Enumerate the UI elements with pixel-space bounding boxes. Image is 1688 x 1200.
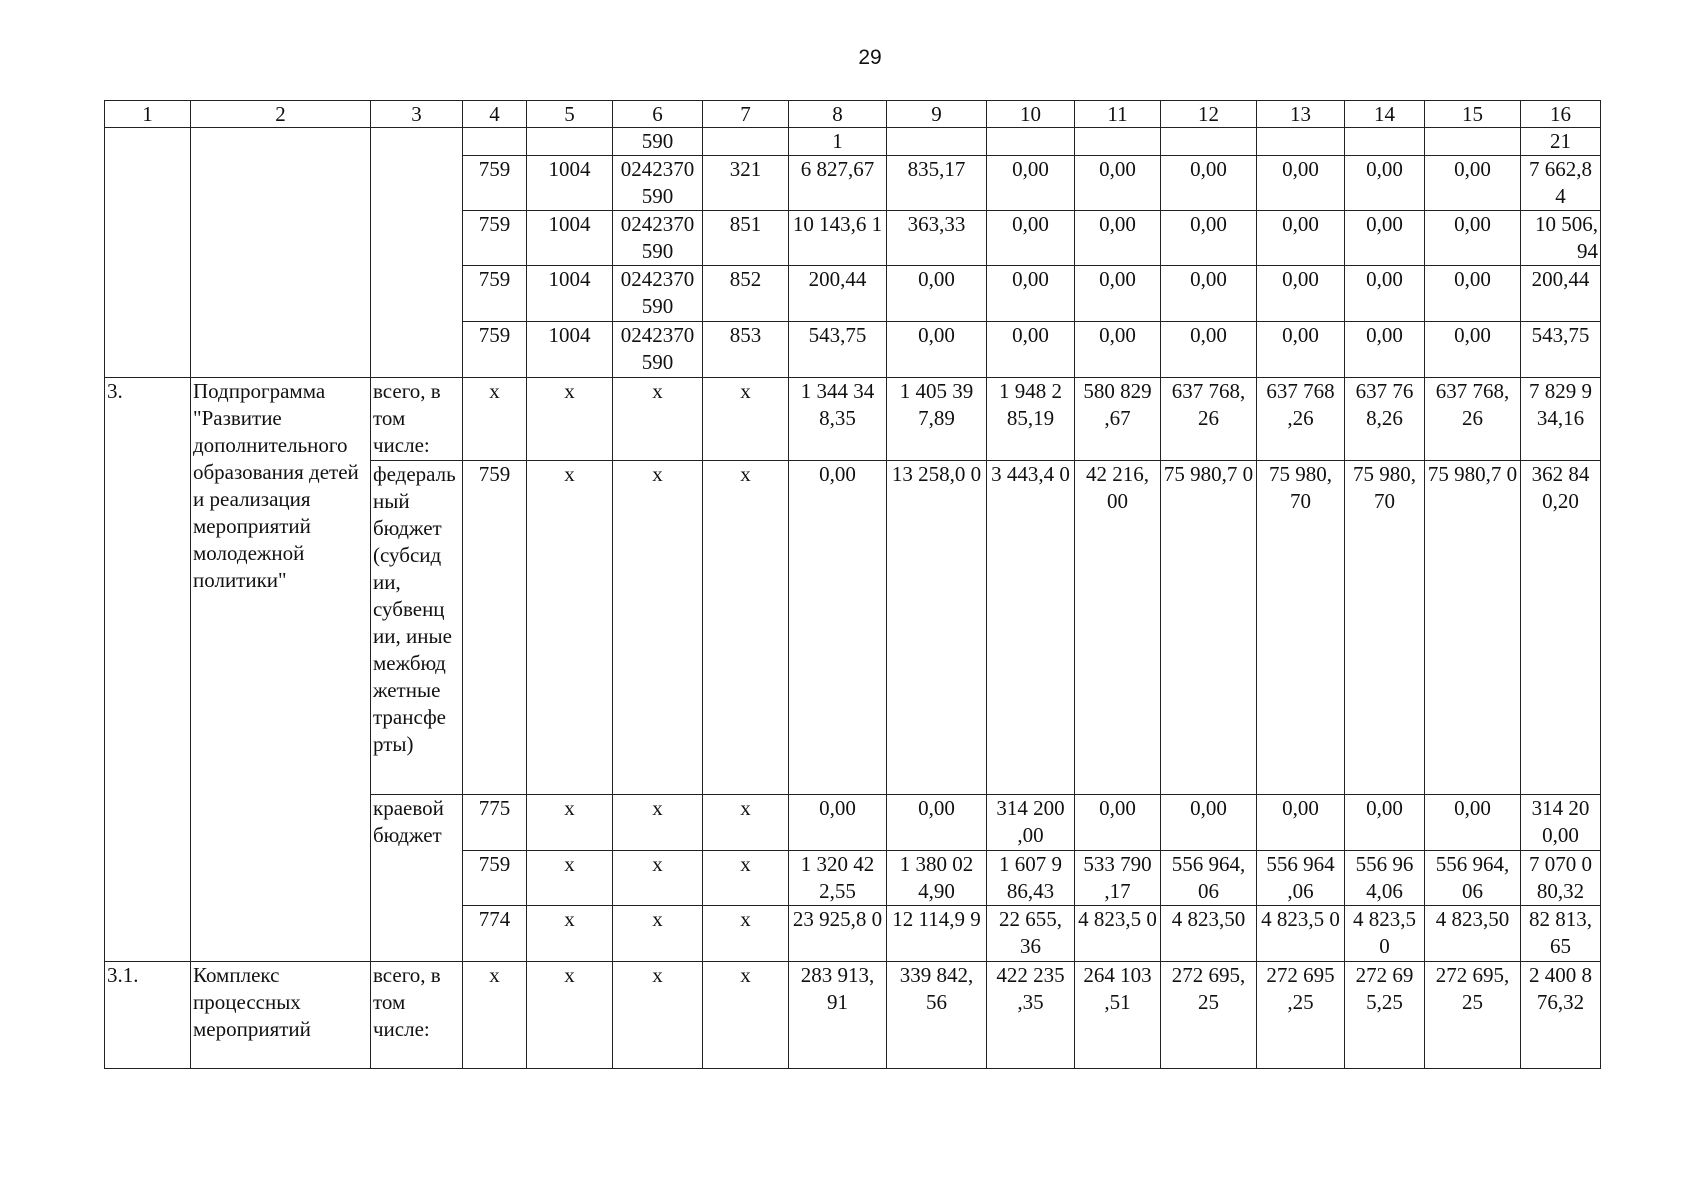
table-cell: 7 662,8 4: [1521, 156, 1601, 211]
table-cell: 7 070 0 80,32: [1521, 851, 1601, 906]
table-cell: [527, 128, 613, 156]
table-cell: 272 695, 25: [1161, 962, 1257, 1069]
header-cell: 15: [1425, 101, 1521, 128]
table-cell: 1 405 39 7,89: [887, 378, 987, 461]
table-cell: 0,00: [789, 795, 887, 851]
table-cell: Подпрограмма "Развитие дополнительного образования детей и реализация мероприятий молодежной политики": [191, 378, 371, 962]
table-row: [105, 962, 1601, 1069]
table-cell: 853: [703, 322, 789, 378]
table-cell: 22 655, 36: [987, 906, 1075, 962]
table-cell: 3.: [105, 378, 191, 962]
table-cell: х: [613, 962, 703, 1069]
table-cell: [1425, 128, 1521, 156]
table-cell: 0,00: [1345, 266, 1425, 322]
table-cell: 12 114,9 9: [887, 906, 987, 962]
table-cell: 3 443,4 0: [987, 461, 1075, 795]
table-cell: х: [703, 962, 789, 1069]
table-cell: 7 829 9 34,16: [1521, 378, 1601, 461]
table-row: [105, 378, 1601, 461]
table-cell: всего, в том числе:: [371, 962, 463, 1069]
table-cell: 363,33: [887, 211, 987, 266]
table-cell: Комплекс процессных мероприятий: [191, 962, 371, 1069]
table-cell: 580 829 ,67: [1075, 378, 1161, 461]
table-cell: 82 813, 65: [1521, 906, 1601, 962]
table-cell: 0242370 590: [613, 156, 703, 211]
table-cell: 21: [1521, 128, 1601, 156]
table-cell: 0,00: [1345, 795, 1425, 851]
table-cell: х: [527, 378, 613, 461]
table-cell: 0,00: [1161, 266, 1257, 322]
table-cell: [1257, 128, 1345, 156]
header-row: [105, 101, 1601, 128]
table-cell: 851: [703, 211, 789, 266]
table-cell: 0,00: [1257, 211, 1345, 266]
table-cell: х: [527, 906, 613, 962]
table-cell: 75 980,7 0: [1425, 461, 1521, 795]
table-cell: 759: [463, 156, 527, 211]
table-cell: 759: [463, 851, 527, 906]
table-cell: 0,00: [987, 211, 1075, 266]
table-cell: 1 948 2 85,19: [987, 378, 1075, 461]
table-cell: х: [613, 795, 703, 851]
header-cell: 7: [703, 101, 789, 128]
table-cell: 1 380 02 4,90: [887, 851, 987, 906]
header-cell: 9: [887, 101, 987, 128]
table-cell: 0,00: [1425, 322, 1521, 378]
table-cell: 264 103 ,51: [1075, 962, 1161, 1069]
table-cell: 75 980, 70: [1257, 461, 1345, 795]
table-cell: 0,00: [1345, 211, 1425, 266]
table-cell: 1 607 9 86,43: [987, 851, 1075, 906]
table-cell: 3.1.: [105, 962, 191, 1069]
table-cell: 0242370 590: [613, 266, 703, 322]
table-cell: 637 768, 26: [1425, 378, 1521, 461]
table-cell: 775: [463, 795, 527, 851]
header-cell: 13: [1257, 101, 1345, 128]
header-cell: 2: [191, 101, 371, 128]
table-row: [105, 128, 1601, 156]
table-cell: 774: [463, 906, 527, 962]
table-cell: [703, 128, 789, 156]
table-cell: 4 823,5 0: [1257, 906, 1345, 962]
table-cell: 637 768 ,26: [1257, 378, 1345, 461]
table-cell: 0,00: [1425, 156, 1521, 211]
table-cell: 272 69 5,25: [1345, 962, 1425, 1069]
table-cell: х: [527, 851, 613, 906]
header-cell: 3: [371, 101, 463, 128]
table-cell: 1004: [527, 266, 613, 322]
table-cell: [1161, 128, 1257, 156]
table-cell: 0,00: [1425, 211, 1521, 266]
table-cell: 0,00: [887, 266, 987, 322]
table-cell: 0,00: [1161, 156, 1257, 211]
table-cell: 759: [463, 322, 527, 378]
table-cell: 0,00: [887, 795, 987, 851]
table-cell: 0242370 590: [613, 211, 703, 266]
table-cell: 556 964 ,06: [1257, 851, 1345, 906]
table-cell: [1075, 128, 1161, 156]
table-cell: [463, 128, 527, 156]
table-cell: 759: [463, 211, 527, 266]
table-cell: 0,00: [1257, 156, 1345, 211]
table-cell: 13 258,0 0: [887, 461, 987, 795]
table-cell: 0,00: [1161, 322, 1257, 378]
table-cell: 4 823,50: [1161, 906, 1257, 962]
table-cell: 422 235 ,35: [987, 962, 1075, 1069]
table-cell: х: [703, 378, 789, 461]
table-cell: х: [703, 795, 789, 851]
table-cell: 75 980, 70: [1345, 461, 1425, 795]
table-cell: х: [527, 795, 613, 851]
table-cell: краевой бюджет: [371, 795, 463, 962]
header-cell: 16: [1521, 101, 1601, 128]
table-cell: 0,00: [1075, 156, 1161, 211]
budget-table: [104, 100, 1601, 1069]
header-cell: 6: [613, 101, 703, 128]
header-cell: 4: [463, 101, 527, 128]
table-cell: 200,44: [789, 266, 887, 322]
table-cell: 0,00: [1345, 156, 1425, 211]
table-cell: 0,00: [1425, 795, 1521, 851]
table-cell: 533 790 ,17: [1075, 851, 1161, 906]
table-cell: 0,00: [1075, 795, 1161, 851]
table-cell: 1: [789, 128, 887, 156]
table-cell: 2 400 8 76,32: [1521, 962, 1601, 1069]
table-cell: 200,44: [1521, 266, 1601, 322]
table-cell: х: [613, 906, 703, 962]
table-cell: х: [463, 378, 527, 461]
table-cell: [987, 128, 1075, 156]
table-cell: 0242370 590: [613, 322, 703, 378]
table-cell: 637 768, 26: [1161, 378, 1257, 461]
table-cell: 0,00: [1257, 322, 1345, 378]
table-cell: 543,75: [1521, 322, 1601, 378]
table-cell: 0,00: [1257, 266, 1345, 322]
table-cell: 23 925,8 0: [789, 906, 887, 962]
header-cell: 14: [1345, 101, 1425, 128]
table-cell: 362 84 0,20: [1521, 461, 1601, 795]
table-cell: 556 964, 06: [1161, 851, 1257, 906]
table-cell: х: [463, 962, 527, 1069]
table-cell: х: [613, 851, 703, 906]
table-cell: х: [527, 962, 613, 1069]
table-cell: 6 827,67: [789, 156, 887, 211]
table-cell: 852: [703, 266, 789, 322]
table-cell: 0,00: [1161, 795, 1257, 851]
table-cell: 0,00: [987, 266, 1075, 322]
header-cell: 5: [527, 101, 613, 128]
table-cell: 556 964, 06: [1425, 851, 1521, 906]
table-cell: 75 980,7 0: [1161, 461, 1257, 795]
header-cell: 1: [105, 101, 191, 128]
table-cell: [105, 128, 191, 378]
table-cell: х: [613, 461, 703, 795]
table-cell: х: [527, 461, 613, 795]
table-cell: 543,75: [789, 322, 887, 378]
table-cell: 1004: [527, 211, 613, 266]
table-cell: 314 200 ,00: [987, 795, 1075, 851]
table-cell: 0,00: [1257, 795, 1345, 851]
table-cell: [1345, 128, 1425, 156]
table-cell: 0,00: [987, 322, 1075, 378]
table-cell: 4 823,50: [1425, 906, 1521, 962]
table-cell: 1 320 42 2,55: [789, 851, 887, 906]
table-cell: 0,00: [789, 461, 887, 795]
table-cell: 10 506, 94: [1521, 211, 1601, 266]
table-cell: 4 823,5 0: [1075, 906, 1161, 962]
table-cell: 1 344 34 8,35: [789, 378, 887, 461]
table-cell: [371, 128, 463, 378]
table-cell: федераль ный бюджет (субсид ии, субвенц ии, иные межбюд жетные трансфе рты): [371, 461, 463, 795]
header-cell: 10: [987, 101, 1075, 128]
table-cell: [191, 128, 371, 378]
table-cell: 759: [463, 461, 527, 795]
table-cell: 0,00: [1425, 266, 1521, 322]
table-cell: 556 96 4,06: [1345, 851, 1425, 906]
table-cell: 0,00: [1075, 266, 1161, 322]
table-cell: 0,00: [987, 156, 1075, 211]
table-cell: 339 842, 56: [887, 962, 987, 1069]
header-cell: 8: [789, 101, 887, 128]
table-cell: 4 823,5 0: [1345, 906, 1425, 962]
table-cell: 0,00: [1161, 211, 1257, 266]
table-cell: х: [703, 851, 789, 906]
table-cell: 272 695 ,25: [1257, 962, 1345, 1069]
header-cell: 12: [1161, 101, 1257, 128]
table-cell: 590: [613, 128, 703, 156]
table-cell: 1004: [527, 156, 613, 211]
table-cell: 283 913, 91: [789, 962, 887, 1069]
table-cell: всего, в том числе:: [371, 378, 463, 461]
table-cell: 314 20 0,00: [1521, 795, 1601, 851]
table-cell: 0,00: [1075, 211, 1161, 266]
table-cell: [887, 128, 987, 156]
table-cell: 42 216, 00: [1075, 461, 1161, 795]
table-cell: 0,00: [887, 322, 987, 378]
table-cell: х: [613, 378, 703, 461]
table-cell: 321: [703, 156, 789, 211]
table-cell: 272 695, 25: [1425, 962, 1521, 1069]
table-cell: 637 76 8,26: [1345, 378, 1425, 461]
table-cell: 1004: [527, 322, 613, 378]
table-cell: 10 143,6 1: [789, 211, 887, 266]
table-cell: х: [703, 906, 789, 962]
table-cell: 835,17: [887, 156, 987, 211]
table-cell: х: [703, 461, 789, 795]
header-cell: 11: [1075, 101, 1161, 128]
page-number: 29: [858, 46, 882, 69]
table-cell: 759: [463, 266, 527, 322]
table-cell: 0,00: [1075, 322, 1161, 378]
table-cell: 0,00: [1345, 322, 1425, 378]
